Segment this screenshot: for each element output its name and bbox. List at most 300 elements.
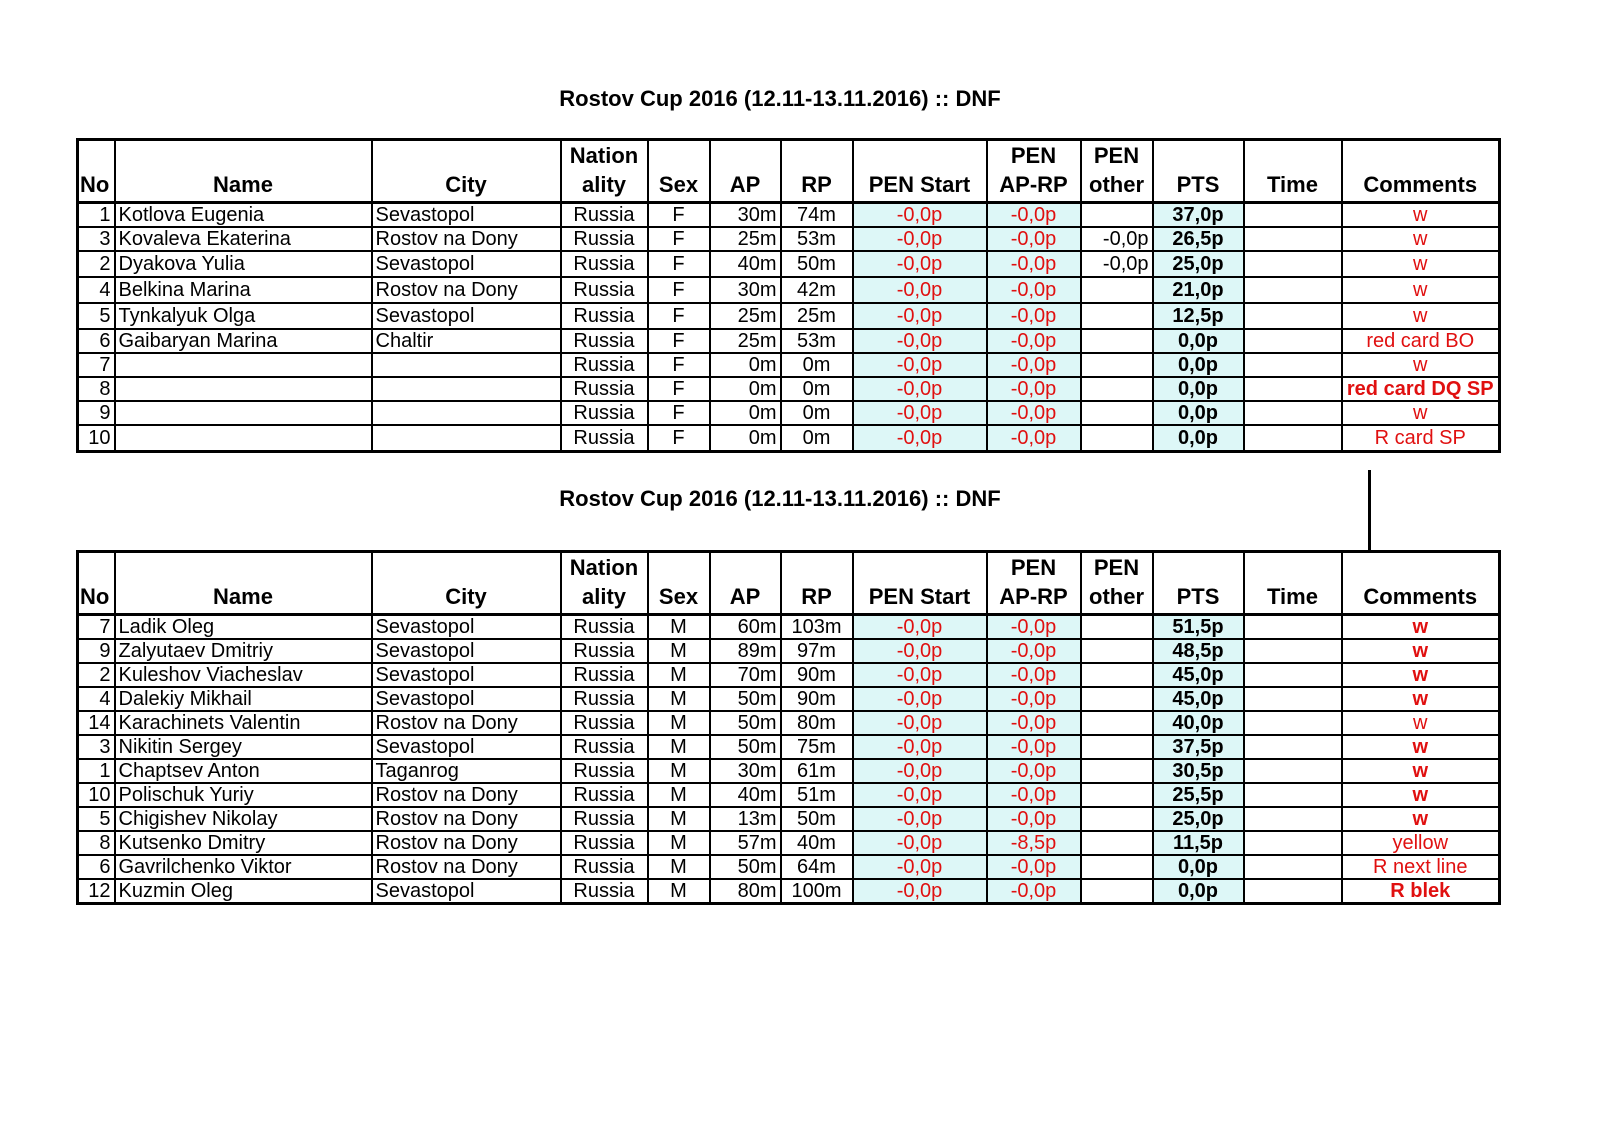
table-row [78,663,1500,687]
cell-pen-other [1081,377,1153,401]
women-table-body [78,203,1500,452]
header-nationality [561,552,648,615]
cell-comment: w [1342,663,1500,687]
cell-pen-start: -0,0p [853,639,987,663]
cell-pen-start: -0,0p [853,425,987,452]
cell-no: 3 [78,735,115,759]
cell-city [372,353,561,377]
cell-rp: 40m [781,831,853,855]
cell-comment: red card DQ SP [1342,377,1500,401]
header-rp: RP [781,552,853,615]
cell-city [372,401,561,425]
women-title-text: Rostov Cup 2016 (12.11-13.11.2016) :: DNF [559,86,1001,111]
cell-pen-aprp: -0,0p [987,203,1081,228]
cell-name: Tynkalyuk Olga [115,303,372,329]
cell-sex: M [648,639,710,663]
cell-pts: 0,0p [1153,879,1244,904]
cell-rp: 75m [781,735,853,759]
cell-pen-other: -0,0p [1081,227,1153,251]
cell-nationality: Russia [561,227,648,251]
cell-pen-start: -0,0p [853,735,987,759]
header-pts: PTS [1153,552,1244,615]
cell-nationality: Russia [561,687,648,711]
cell-name: Kotlova Eugenia [115,203,372,228]
cell-pen-start: -0,0p [853,831,987,855]
cell-city: Sevastopol [372,879,561,904]
cell-city: Sevastopol [372,251,561,277]
header-no: No [78,552,115,615]
cell-comment: R next line [1342,855,1500,879]
header-nationality-line2: ality [581,584,627,609]
cell-city: Rostov na Dony [372,855,561,879]
cell-rp: 100m [781,879,853,904]
cell-comment: w [1342,783,1500,807]
cell-pts: 51,5p [1153,615,1244,640]
cell-pts: 45,0p [1153,663,1244,687]
cell-no: 5 [78,807,115,831]
cell-pen-aprp: -0,0p [987,251,1081,277]
cell-rp: 53m [781,227,853,251]
table-row [78,879,1500,904]
cell-pen-start: -0,0p [853,711,987,735]
cell-pen-aprp: -0,0p [987,735,1081,759]
cell-comment: w [1342,203,1500,228]
cell-comment: w [1342,711,1500,735]
cell-no: 1 [78,203,115,228]
cell-city: Rostov na Dony [372,227,561,251]
cell-comment: w [1342,639,1500,663]
cell-pen-other [1081,353,1153,377]
cell-comment: R card SP [1342,425,1500,452]
cell-pts: 45,0p [1153,687,1244,711]
cell-pen-other [1081,831,1153,855]
cell-comment: w [1342,251,1500,277]
cell-comment: w [1342,277,1500,303]
header-nationality-line1: Nation [569,143,639,168]
cell-city [372,377,561,401]
cell-time [1244,711,1342,735]
cell-pts: 21,0p [1153,277,1244,303]
cell-pen-start: -0,0p [853,879,987,904]
cell-name: Belkina Marina [115,277,372,303]
cell-city: Taganrog [372,759,561,783]
cell-pen-aprp: -0,0p [987,401,1081,425]
cell-city: Sevastopol [372,203,561,228]
table-row [78,687,1500,711]
header-pen-other [1081,552,1153,615]
cell-sex: M [648,663,710,687]
cell-no: 2 [78,251,115,277]
cell-pen-other [1081,663,1153,687]
cell-nationality: Russia [561,353,648,377]
table-row [78,831,1500,855]
cell-rp: 74m [781,203,853,228]
cell-pen-start: -0,0p [853,329,987,353]
cell-ap: 25m [710,227,781,251]
men-results-table [76,550,1501,905]
table-row [78,759,1500,783]
cell-pen-start: -0,0p [853,663,987,687]
header-city: City [372,140,561,203]
cell-pen-other [1081,639,1153,663]
cell-name: Kovaleva Ekaterina [115,227,372,251]
men-table-title [0,486,1600,512]
cell-rp: 0m [781,377,853,401]
cell-ap: 0m [710,425,781,452]
cell-no: 2 [78,663,115,687]
cell-city: Sevastopol [372,303,561,329]
cell-pts: 26,5p [1153,227,1244,251]
table-row [78,711,1500,735]
cell-time [1244,831,1342,855]
cell-no: 10 [78,783,115,807]
table-row [78,425,1500,452]
cell-no: 12 [78,879,115,904]
cell-pen-other [1081,687,1153,711]
cell-rp: 42m [781,277,853,303]
cell-name: Kuzmin Oleg [115,879,372,904]
cell-name [115,401,372,425]
cell-time [1244,663,1342,687]
table-row [78,377,1500,401]
cell-pen-start: -0,0p [853,615,987,640]
header-comments: Comments [1342,552,1500,615]
cell-ap: 0m [710,401,781,425]
cell-pen-other [1081,615,1153,640]
cell-pts: 11,5p [1153,831,1244,855]
cell-time [1244,687,1342,711]
cell-sex: M [648,831,710,855]
cell-no: 3 [78,227,115,251]
women-table-title [0,86,1600,112]
header-pen-other-line2: other [1089,172,1144,197]
table-row [78,203,1500,228]
cell-pen-other [1081,711,1153,735]
cell-sex: F [648,377,710,401]
cell-name: Polischuk Yuriy [115,783,372,807]
cell-no: 8 [78,831,115,855]
men-table-header [78,552,1500,615]
table-row [78,615,1500,640]
cell-nationality: Russia [561,807,648,831]
cell-nationality: Russia [561,377,648,401]
cell-pts: 0,0p [1153,329,1244,353]
cell-nationality: Russia [561,663,648,687]
cell-pts: 37,0p [1153,203,1244,228]
cell-nationality: Russia [561,831,648,855]
cell-name: Nikitin Sergey [115,735,372,759]
header-city: City [372,552,561,615]
cell-nationality: Russia [561,615,648,640]
header-pen-aprp-line1: PEN [1010,555,1057,580]
cell-pts: 12,5p [1153,303,1244,329]
cell-pts: 0,0p [1153,855,1244,879]
cell-pen-start: -0,0p [853,251,987,277]
cell-city: Rostov na Dony [372,711,561,735]
cell-comment: w [1342,227,1500,251]
cell-pts: 0,0p [1153,425,1244,452]
cell-name: Zalyutaev Dmitriy [115,639,372,663]
header-nationality [561,140,648,203]
cell-comment: red card BO [1342,329,1500,353]
cell-comment: yellow [1342,831,1500,855]
cell-name: Karachinets Valentin [115,711,372,735]
cell-pts: 25,0p [1153,807,1244,831]
cell-name: Chaptsev Anton [115,759,372,783]
cell-pen-aprp: -0,0p [987,783,1081,807]
cell-time [1244,807,1342,831]
header-rp: RP [781,140,853,203]
cell-no: 4 [78,687,115,711]
header-time: Time [1244,140,1342,203]
cell-rp: 103m [781,615,853,640]
cell-comment: w [1342,401,1500,425]
cell-ap: 25m [710,329,781,353]
cell-nationality: Russia [561,639,648,663]
cell-pen-start: -0,0p [853,277,987,303]
cell-name: Gaibaryan Marina [115,329,372,353]
header-pen-start: PEN Start [853,140,987,203]
cell-nationality: Russia [561,879,648,904]
cell-pen-aprp: -0,0p [987,277,1081,303]
cell-name: Dyakova Yulia [115,251,372,277]
cell-pen-other [1081,735,1153,759]
cell-no: 8 [78,377,115,401]
cell-time [1244,879,1342,904]
cell-time [1244,251,1342,277]
cell-time [1244,855,1342,879]
table-row [78,251,1500,277]
cell-sex: M [648,615,710,640]
cell-city: Rostov na Dony [372,807,561,831]
cell-sex: M [648,711,710,735]
cell-name: Kutsenko Dmitry [115,831,372,855]
cell-name [115,377,372,401]
cell-pen-start: -0,0p [853,401,987,425]
cell-city: Sevastopol [372,663,561,687]
cell-pen-aprp: -0,0p [987,663,1081,687]
cell-no: 4 [78,277,115,303]
men-table-body [78,615,1500,904]
cell-time [1244,425,1342,452]
cell-city: Sevastopol [372,639,561,663]
header-ap: AP [710,140,781,203]
header-pen-other-line2: other [1089,584,1144,609]
cell-rp: 90m [781,687,853,711]
header-time: Time [1244,552,1342,615]
cell-sex: F [648,303,710,329]
cell-pen-other [1081,277,1153,303]
cell-pen-other: -0,0p [1081,251,1153,277]
cell-pen-other [1081,401,1153,425]
cell-time [1244,783,1342,807]
cell-comment: w [1342,615,1500,640]
header-nationality-line1: Nation [569,555,639,580]
header-ap: AP [710,552,781,615]
cell-pen-aprp: -0,0p [987,759,1081,783]
cell-ap: 80m [710,879,781,904]
men-title-text: Rostov Cup 2016 (12.11-13.11.2016) :: DNF [559,486,1001,511]
cell-city: Sevastopol [372,615,561,640]
cell-pts: 48,5p [1153,639,1244,663]
cell-time [1244,615,1342,640]
cell-nationality: Russia [561,251,648,277]
cell-pts: 30,5p [1153,759,1244,783]
cell-pts: 25,0p [1153,251,1244,277]
cell-pts: 40,0p [1153,711,1244,735]
cell-rp: 97m [781,639,853,663]
table-row [78,783,1500,807]
cell-pen-aprp: -0,0p [987,329,1081,353]
cell-city: Rostov na Dony [372,277,561,303]
cell-nationality: Russia [561,735,648,759]
header-sex: Sex [648,140,710,203]
cell-nationality: Russia [561,329,648,353]
cell-pts: 25,5p [1153,783,1244,807]
cell-time [1244,377,1342,401]
cell-sex: M [648,783,710,807]
cell-ap: 50m [710,855,781,879]
cell-name: Ladik Oleg [115,615,372,640]
cell-rp: 50m [781,807,853,831]
cell-rp: 53m [781,329,853,353]
cell-no: 9 [78,639,115,663]
cell-name: Gavrilchenko Viktor [115,855,372,879]
cell-pts: 0,0p [1153,377,1244,401]
cell-pen-aprp: -0,0p [987,711,1081,735]
cell-pen-start: -0,0p [853,783,987,807]
cell-no: 5 [78,303,115,329]
cell-rp: 0m [781,353,853,377]
cell-sex: F [648,277,710,303]
cell-city [372,425,561,452]
cell-pen-aprp: -0,0p [987,353,1081,377]
cell-rp: 51m [781,783,853,807]
cell-ap: 50m [710,735,781,759]
cell-nationality: Russia [561,303,648,329]
cell-no: 9 [78,401,115,425]
cell-pen-aprp: -0,0p [987,227,1081,251]
table-row [78,855,1500,879]
table-row [78,329,1500,353]
cell-time [1244,203,1342,228]
cell-ap: 89m [710,639,781,663]
cell-sex: M [648,807,710,831]
cell-rp: 90m [781,663,853,687]
cell-pen-aprp: -0,0p [987,855,1081,879]
header-pen-aprp [987,552,1081,615]
cell-sex: F [648,227,710,251]
cell-sex: M [648,759,710,783]
cell-sex: M [648,735,710,759]
cell-pen-start: -0,0p [853,227,987,251]
cell-nationality: Russia [561,855,648,879]
cell-no: 14 [78,711,115,735]
header-nationality-line2: ality [581,172,627,197]
cell-no: 6 [78,855,115,879]
cell-comment: w [1342,759,1500,783]
cell-pen-other [1081,303,1153,329]
header-name: Name [115,552,372,615]
cell-pen-aprp: -0,0p [987,303,1081,329]
cell-ap: 57m [710,831,781,855]
cell-pen-start: -0,0p [853,687,987,711]
header-pts: PTS [1153,140,1244,203]
header-pen-start: PEN Start [853,552,987,615]
cell-pen-aprp: -0,0p [987,687,1081,711]
header-pen-aprp [987,140,1081,203]
cell-nationality: Russia [561,277,648,303]
header-pen-other [1081,140,1153,203]
table-row [78,277,1500,303]
cell-ap: 40m [710,783,781,807]
cell-pen-other [1081,759,1153,783]
cell-pen-other [1081,879,1153,904]
cell-rp: 80m [781,711,853,735]
cell-city: Sevastopol [372,735,561,759]
cell-nationality: Russia [561,783,648,807]
cell-rp: 25m [781,303,853,329]
cell-time [1244,639,1342,663]
header-name: Name [115,140,372,203]
cell-pen-other [1081,807,1153,831]
cell-ap: 50m [710,711,781,735]
cell-sex: F [648,203,710,228]
table-row [78,807,1500,831]
cell-pts: 0,0p [1153,353,1244,377]
cell-pen-start: -0,0p [853,807,987,831]
cell-nationality: Russia [561,759,648,783]
cell-sex: F [648,353,710,377]
table-row [78,227,1500,251]
header-pen-aprp-line2: AP-RP [999,172,1068,197]
cell-ap: 0m [710,353,781,377]
cell-time [1244,735,1342,759]
cell-ap: 25m [710,303,781,329]
cell-time [1244,353,1342,377]
cell-nationality: Russia [561,425,648,452]
table-row [78,735,1500,759]
cell-comment: w [1342,353,1500,377]
cell-ap: 30m [710,203,781,228]
cell-pen-aprp: -0,0p [987,425,1081,452]
cell-rp: 50m [781,251,853,277]
cell-comment: w [1342,735,1500,759]
header-pen-aprp-line2: AP-RP [999,584,1068,609]
cell-pen-other [1081,855,1153,879]
cell-pen-aprp: -0,0p [987,807,1081,831]
header-pen-aprp-line1: PEN [1010,143,1057,168]
cell-no: 1 [78,759,115,783]
table-row [78,303,1500,329]
cell-name: Dalekiy Mikhail [115,687,372,711]
header-no: No [78,140,115,203]
cell-pen-other [1081,203,1153,228]
cell-city: Chaltir [372,329,561,353]
header-sex: Sex [648,552,710,615]
cell-time [1244,401,1342,425]
cell-comment: w [1342,807,1500,831]
cell-ap: 30m [710,277,781,303]
cell-comment: w [1342,303,1500,329]
cell-rp: 61m [781,759,853,783]
cell-ap: 70m [710,663,781,687]
cell-ap: 30m [710,759,781,783]
header-pen-other-line1: PEN [1093,143,1140,168]
cell-ap: 13m [710,807,781,831]
cell-city: Rostov na Dony [372,783,561,807]
cell-time [1244,329,1342,353]
